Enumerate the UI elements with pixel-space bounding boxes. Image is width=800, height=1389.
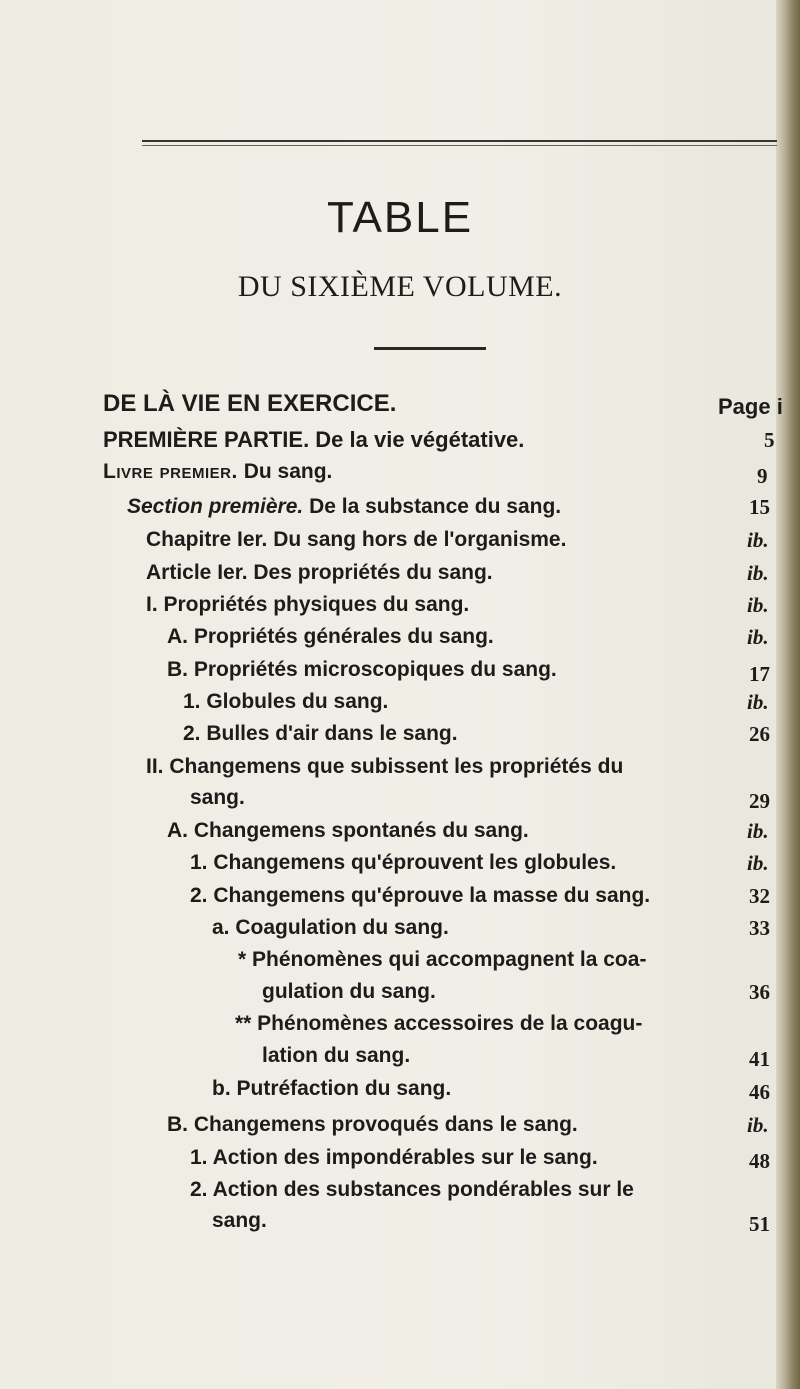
toc-entry-text: PREMIÈRE PARTIE. De la vie végétative.	[103, 427, 525, 452]
toc-entry-page: ib.	[747, 593, 769, 617]
toc-entry-text: B. Changemens provoqués dans le sang.	[167, 1113, 578, 1136]
page-title: TABLE	[326, 193, 474, 242]
toc-entry-text: Chapitre Ier. Du sang hors de l'organisme.	[146, 528, 567, 551]
toc-entry-text	[127, 492, 561, 522]
toc-entry-page: 32	[749, 884, 770, 908]
toc-entry-page: ib.	[747, 561, 769, 585]
toc-entry-text: ** Phénomènes accessoires de la coagu-	[235, 1012, 643, 1035]
toc-entry-text	[103, 457, 332, 487]
toc-entry-page: ib.	[747, 528, 769, 552]
toc-entry-text: sang.	[212, 1209, 267, 1232]
toc-entry-text: 1. Changemens qu'éprouvent les globules.	[190, 851, 617, 874]
toc-entry-page: ib.	[747, 851, 769, 875]
toc-entry-page: 26	[749, 722, 770, 746]
toc-entry-page: 17	[749, 662, 770, 686]
toc-entry-page: 41	[749, 1047, 770, 1071]
toc-entry-text: b. Putréfaction du sang.	[212, 1077, 452, 1100]
toc-entry-text-rest: De la substance du sang.	[303, 495, 562, 518]
toc-entry-text: DE LÀ VIE EN EXERCICE.	[103, 390, 397, 417]
toc-entry-page: 46	[749, 1080, 770, 1104]
toc-entry-text: Article Ier. Des propriétés du sang.	[146, 561, 493, 584]
toc-entry-text: B. Propriétés microscopiques du sang.	[167, 658, 557, 681]
toc-entry-page: 29	[749, 789, 770, 813]
toc-entry-page: 51	[749, 1212, 770, 1236]
toc-entry-text: II. Changemens que subissent les propriétés du	[146, 755, 624, 778]
toc-entry-page: ib.	[747, 819, 769, 843]
toc-entry-text: a. Coagulation du sang.	[212, 916, 449, 939]
toc-entry-text: A. Changemens spontanés du sang.	[167, 819, 529, 842]
toc-entry-label: Section première.	[127, 495, 304, 518]
toc-entry-text: lation du sang.	[262, 1044, 411, 1067]
toc-entry-text: 2. Action des substances pondérables sur le	[190, 1178, 634, 1201]
toc-entry-text: 2. Changemens qu'éprouve la masse du sang.	[190, 884, 651, 907]
toc-entry-page: 15	[749, 495, 770, 519]
page-subtitle: DU SIXIÈME VOLUME.	[237, 270, 563, 303]
toc-entry-text: I. Propriétés physiques du sang.	[146, 593, 470, 616]
toc-entry-text: A. Propriétés générales du sang.	[167, 625, 494, 648]
toc-entry-text-rest: Du sang.	[237, 460, 333, 483]
toc-entry-text: 1. Action des impondérables sur le sang.	[190, 1146, 598, 1169]
toc-entry-page: 5	[764, 428, 775, 452]
toc-entry-page: Page i	[718, 394, 783, 419]
toc-entry-page: 9	[757, 464, 768, 488]
toc-entry-label: Livre premier.	[103, 460, 238, 483]
toc-entry-page: 33	[749, 916, 770, 940]
toc-entry-text: 1. Globules du sang.	[183, 690, 389, 713]
toc-entry-page: 36	[749, 980, 770, 1004]
toc-entry-text: gulation du sang.	[262, 980, 436, 1003]
toc-entry-text: sang.	[190, 786, 245, 809]
toc-entry-text: 2. Bulles d'air dans le sang.	[183, 722, 458, 745]
toc-entry-page: ib.	[747, 625, 769, 649]
toc-entry-page: ib.	[747, 690, 769, 714]
toc-entry-page: ib.	[747, 1113, 769, 1137]
toc-entry-text: * Phénomènes qui accompagnent la coa-	[238, 948, 647, 971]
toc-entry-page: 48	[749, 1149, 770, 1173]
